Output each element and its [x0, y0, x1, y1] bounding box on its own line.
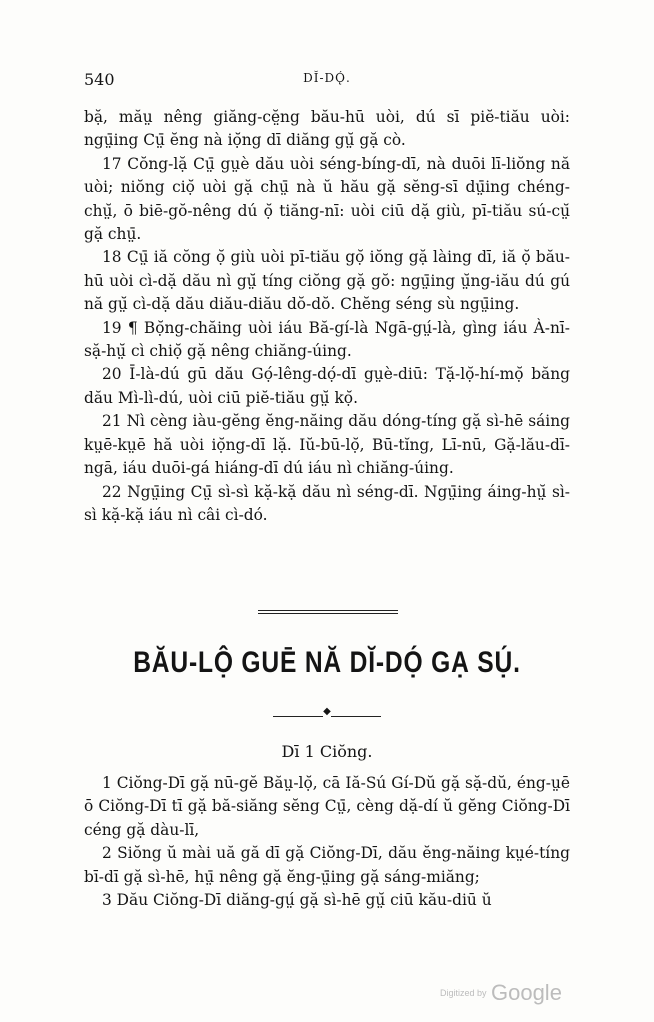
digitized-label: Digitized by [440, 988, 487, 998]
paragraph: 17 Cŏng-lặ Cṳ̄ gṳè dău uòi séng-bíng-dī, nà duōi lī-liŏng nă uòi; niŏng ciọ̆ uòi gặ chṳ̄ nà ŭ hău gặ sĕng-sī dṳ̄ing chéng-chṳ̆, ō biē-gŏ-nêng dú ọ̆ tiăng-nī: uòi ciū dặ giù, pī-tiău sú-cṳ̆ gặ chṳ̄. [84, 154, 570, 244]
running-header [84, 70, 570, 92]
google-logo-text: Google [490, 980, 562, 1005]
ornament-divider: ◆ [0, 706, 654, 717]
paragraph: 19 ¶ Bọ̆ng-chăing uòi iáu Bă-gí-là Ngā-gṳ́-là, gìng iáu À-nī-sặ-hṳ̆ cì chiọ̆ gặ nêng chiăng-úing. [84, 318, 570, 361]
running-title: DĬ-DǪ́. [303, 71, 351, 85]
paragraph: 21 Nì cèng iàu-gĕng ĕng-năing dău dóng-tíng gặ sì-hē sáing kṳē-kṳē hă uòi iọ̆ng-dī lặ. Iŭ-bū-lọ̆, Bū-tĭng, Lī-nū, Gặ-lău-dī-ngā, iáu duōi-gá hiáng-dī dú iáu nì chiăng-úing. [84, 412, 570, 478]
paragraph: 20 Ī-là-dú gū dău Gọ́-lêng-dọ́-dī gṳè-diū: Tặ-lọ̆-hí-mọ̆ băng dău Mì-lì-dú, uòi ciū piĕ-tiău gṳ̆ kọ̆. [84, 365, 570, 407]
chapter-heading: Dī 1 Ciŏng. [281, 742, 373, 761]
section-divider [258, 610, 398, 616]
paragraph: bặ, măṳ nêng giăng-cĕ̤ng bău-hū uòi, dú sī piĕ-tiău uòi: ngṳ̄ing Cṳ̄ ĕng nà iọ̆ng dī diăng gṳ̆ gặ cò. [84, 108, 570, 150]
paragraph: 3 Dău Ciŏng-Dī diăng-gṳ́ gặ sì-hē gṳ̆ ciū kău-diū ŭ [102, 891, 492, 910]
bottom-text-block [84, 772, 570, 912]
paragraph: 22 Ngṳ̄ing Cṳ̄ sì-sì kặ-kặ dău nì séng-dī. Ngṳ̄ing áing-hṳ̆ sì-sì kặ-kặ iáu nì câi cì-dó. [84, 482, 570, 524]
paragraph: 1 Ciŏng-Dī gặ nū-gĕ Băṳ-lọ̆, cā Iă-Sú Gí-Dŭ gặ sặ-dŭ, éng-ṳē ō Ciŏng-Dī tī gặ bă-siăng sĕng Cṳ̄, cèng dặ-dí ŭ gĕng Ciŏng-Dī céng gặ dàu-lī, [84, 774, 570, 839]
page-number: 540 [84, 70, 115, 89]
paragraph: 2 Siŏng ŭ mài uă gă dī gặ Ciŏng-Dī, dău ĕng-năing kṳé-tíng bī-dī gặ sì-hē, hṳ̄ nêng gặ ĕng-ṳ̄ing gặ sáng-miăng; [84, 844, 570, 886]
section-title: BĂU-LỘ GUĒ NĂ DĬ-DỌ́ GẠ SỤ́. [133, 646, 521, 679]
paragraph: 18 Cṳ̄ iă cŏng ọ̆ giù uòi pī-tiău gọ̆ iŏng gặ làing dī, iă ọ̆ bău-hū uòi cì-dặ dău nì gṳ̆ tíng ciŏng gặ gŏ: ngṳ̄ing ṳ̆ng-iău dú gú nă gṳ̆ cì-dặ dău diău-diău dŏ-dŏ. Chĕng séng sù ngṳ̄ing. [84, 248, 570, 314]
digitization-watermark [440, 980, 562, 1006]
top-text-block [84, 106, 570, 527]
